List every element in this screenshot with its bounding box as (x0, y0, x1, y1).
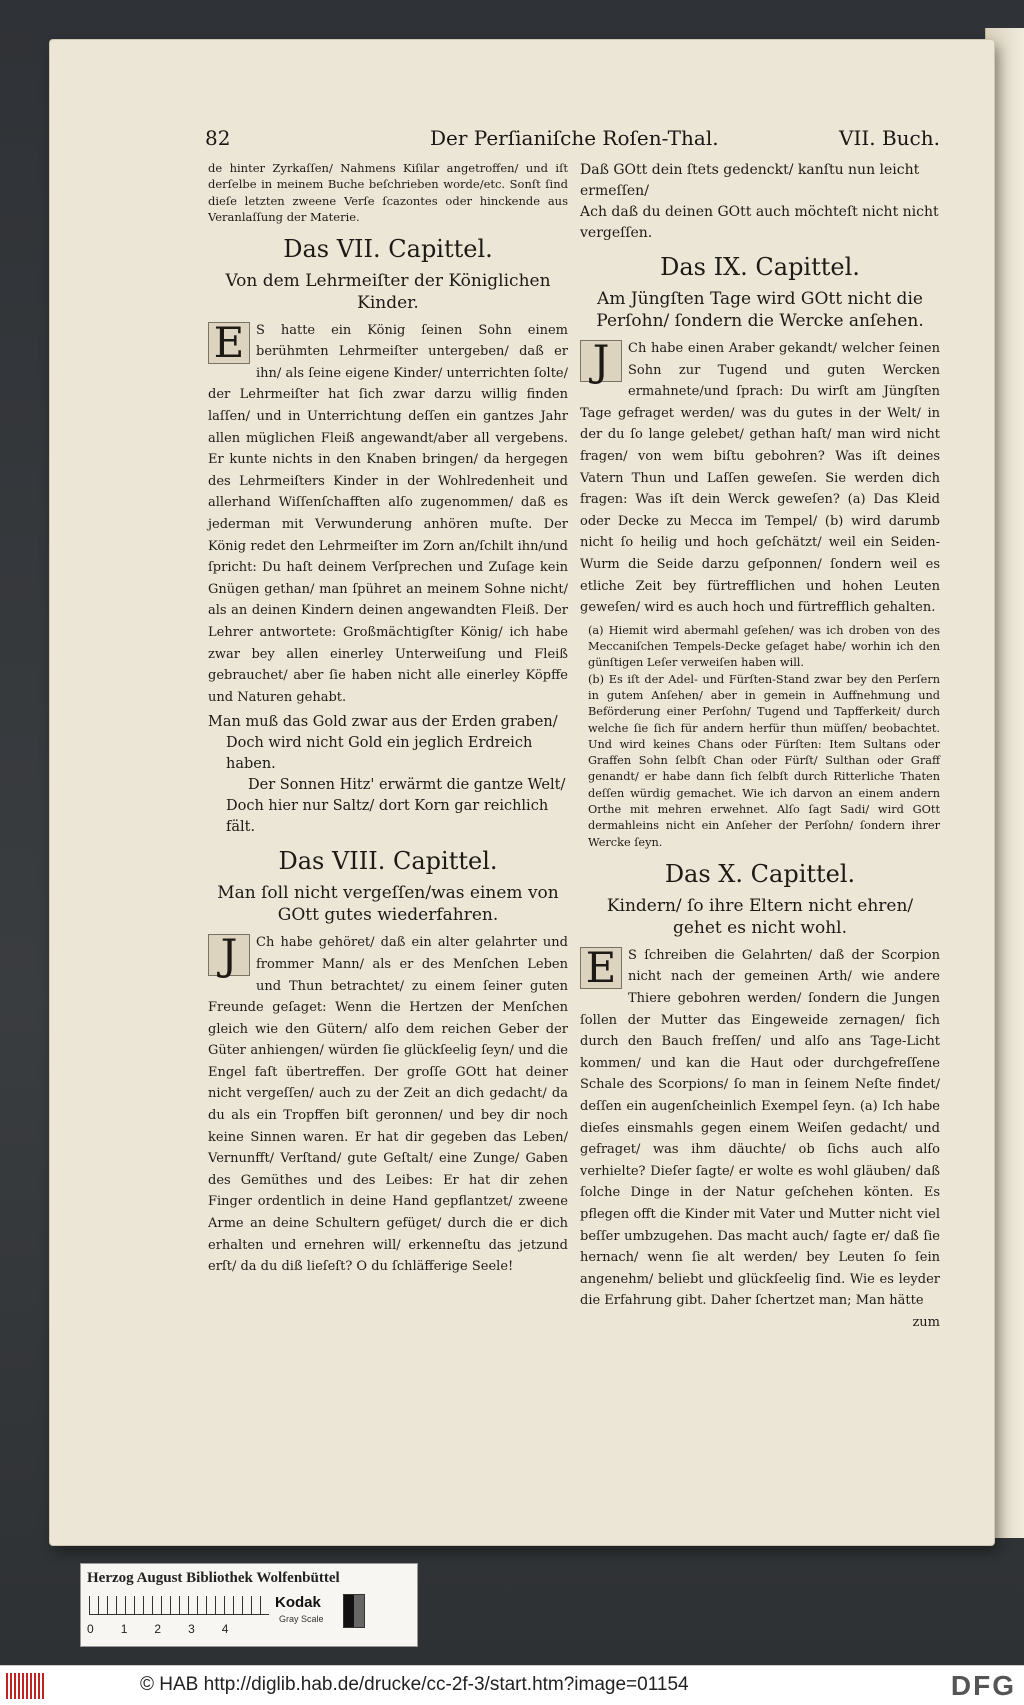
verse-line: Daß GOtt dein ſtets gedenckt/ kanſtu nun leicht ermeſſen/ (580, 162, 920, 199)
ruler-number: 4 (221, 1622, 229, 1636)
running-head (205, 126, 940, 156)
page-number: 82 (205, 126, 231, 150)
intro-paragraph: de hinter Zyrkaſſen/ Nahmens Kiſilar angetroffen/ und iſt derſelbe in meinem Buche beſchrieben worde/etc. Sonſt ſind dieſe letzten zweene Verſe ſcazontes oder hinckende aus Veranlaſſung der Materie. (208, 161, 568, 225)
dfg-logo: DFG (950, 1670, 1016, 1701)
chapter-8-heading: Das VIII. Capittel. (278, 847, 498, 876)
verse-line: Ach daß du deinen GOtt auch möchteſt nicht nicht vergeſſen. (580, 204, 939, 241)
drop-cap-initial: E (208, 322, 250, 364)
viewer-footer (0, 1665, 1024, 1705)
left-column (208, 160, 568, 1278)
kodak-logo: Kodak (275, 1594, 321, 1611)
drop-cap-initial: J (580, 340, 622, 382)
chapter-8-text: Ch habe gehöret/ daß ein alter gelahrter und frommer Mann/ als er des Menſchen Leben und Thun betrachtet/ zu einem ſeiner guten Freunde geſaget: Wenn die Hertzen der Menſchen gleich wie den Gütern/ alſo dem reichen Geber der Güter anhiengen/ würden ſie glückſeelig ſeyn/ und die Engel faſt übertreffen. Der groſſe GOtt hat deiner nicht vergeſſen/ auch zu der Zeit an dich gedacht/ da du als ein Tropffen biſt geronnen/ und bey dir noch keine Sinnen waren. Er hat dir gegeben das Leben/ Vernunfft/ Verſtand/ gute Geſtalt/ eine Zunge/ Gaben des Gemüthes und des Leibes: Er hat dir zehen Finger ordentlich in deine Hand gepflantzet/ zweene Arme an deine Schultern gefüget/ durch die er dich erhalten und ernehren will/ erkenneſtu das jetzund erſt/ da du diß lieſeſt? O du ſchläfferige Seele! (208, 935, 568, 1275)
chapter-10-text: S ſchreiben die Gelahrten/ daß der Scorpion nicht nach der gemeinen Arth/ wie andere Thiere gebohren werden/ ſondern die Jungen ſollen der Mutter das Eingeweide zernagen/ ſich durch den Bauch freſſen/ und alſo ans Tage-Licht kommen/ und kan die Haut oder durchgefreſſene Schale des Scorpions/ ſo man in ſeinem Neſte findet/ deſſen ein augenſcheinlich Exempel ſeyn. (a) Ich habe dieſes einsmahls gegen einem Weiſen gedacht/ und gefraget/ was ihm däuchte/ ob ſichs auch alſo verhielte? Dieſer ſagte/ er wolte es wohl gläuben/ daß ſolche Dinge in der Natur geſchehen könten. Es pflegen offt die Kinder mit Vater und Mutter nicht viel beſſer umbzugehen. Das macht auch/ ſagte er/ daß ſie hernach/ wenn ſie alt werden/ bey Leuten ſo ſein angenehm/ beliebt und glückſeelig ſind. Wie es leyder die Erfahrung gibt. Daher ſchertzet man; Man hätte (580, 947, 940, 1309)
chapter-8-title: Man ſoll nicht vergeſſen/was einem von GOtt gutes wiederfahren. (217, 883, 559, 926)
barcode-icon (6, 1673, 46, 1699)
ruler-number: 0 (87, 1622, 94, 1636)
gray-swatch (343, 1594, 365, 1628)
chapter-10-title: Kindern/ ſo ihre Eltern nicht ehren/ gehet es nicht wohl. (606, 895, 914, 938)
chapter-9-title: Am Jüngſten Tage wird GOtt nicht die Perſohn/ ſondern die Wercke anſehen. (596, 289, 924, 331)
book-label: VII. Buch. (839, 126, 940, 150)
chapter-7-text: S hatte ein König ſeinen Sohn einem berühmten Lehrmeiſter untergeben/ daß er ihn/ als ſeine eigene Kinder/ unterrichten ſolte/ der Lehrmeiſter hat ſich zwar darzu willig finden laſſen/ und in Unterrichtung deſſen ein gantzes Jahr allen müglichen Fleiß angewandt/aber all vergebens. Er kunte nichts in den Knaben bringen/ da hergegen des Lehrmeiſters Kinder in der Wohlredenheit und allerhand Wiſſenſchafften alſo zugenommen/ daß es jederman mit Verwunderung anhören muſte. Der König redet den Lehrmeiſter im Zorn an/ſchilt ihn/und ſpricht: Du haſt deinem Verſprechen und Zuſage kein Gnügen gethan/ man ſpühret an meinem Sohne nicht/ als an deinen Kindern deinen angewandten Fleiß. Der Lehrer antwortete: Großmächtigſter König/ ich habe zwar bey allen einerley Unterweiſung und Fleiß gebrauchet/ aber ſie haben nicht alle einerley Köpffe und Naturen gehabt. (208, 322, 568, 705)
color-scale-label (80, 1563, 418, 1647)
ruler-scale (89, 1596, 269, 1615)
ruler-number: 1 (120, 1622, 128, 1636)
right-column (580, 160, 940, 1334)
ruler-number: 3 (188, 1622, 195, 1636)
catchword: zum (912, 1314, 940, 1330)
chapter-7-title: Von dem Lehrmeiſter der Königlichen Kinder. (225, 270, 551, 313)
verse-line: Der Sonnen Hitz' erwärmt die gantze Welt/ (248, 777, 566, 794)
gray-scale-label: Gray Scale (279, 1614, 324, 1624)
drop-cap-initial: E (580, 947, 622, 989)
ruler-numbers (87, 1622, 287, 1636)
copyright-link[interactable]: © HAB http://diglib.hab.de/drucke/cc-2f-3/start.htm?image=01154 (140, 1674, 689, 1695)
chapter-9-heading: Das IX. Capittel. (660, 253, 860, 281)
footnote-b: (b) Es iſt der Adel- und Fürſten-Stand zwar bey den Perſern in gutem Anſehen/ aber in gemein in Auffnehmung und Beförderung einer Perſohn/ Tugend und Tapfferkeit/ durch welche ſie ſich für andern herfür thun müſſen/ beobachtet. Und wird keines Chans oder Fürſten: Item Sultans oder Graffen Sohn ſelbſt Chan oder Fürſt/ Sulthan oder Graff genandt/ er habe dann ſich ſelbſt durch Ritterliche Thaten deſſen würdig gemachet. Wie ich darvon an einem andern Orthe mit mehren erwehnet. Alſo ſagt Sadi/ wird GOtt dermahleins nicht ein Anſeher der Perſohn/ ſondern ihrer Wercke ſeyn. (588, 672, 940, 849)
verse-line: Man muß das Gold zwar aus der Erden graben/ (208, 714, 558, 731)
drop-cap-initial: J (208, 934, 250, 976)
verse-line: Doch hier nur Saltz/ dort Korn gar reichlich fält. (226, 798, 549, 836)
chapter-7-heading: Das VII. Capittel. (283, 234, 493, 263)
chapter-9-text: Ch habe einen Araber gekandt/ welcher ſeinen Sohn zur Tugend und guten Wercken ermahnete/und ſprach: Du wirſt am Jüngſten Tage gefraget werden/ was du gutes in der Welt/ in der du ſo lange gelebet/ gethan haſt/ man wird nicht fragen/ von wem biſtu gebohren? Was iſt deines Vatern Thun und Laſſen geweſen. Sie werden dich fragen: Was iſt dein Werck geweſen? (a) Das Kleid oder Decke zu Mecca im Tempel/ (b) wird darumb nicht ſo heilig und hoch geſchätzt/ weil ein Seiden-Wurm die Seide darzu geſponnen/ ſondern weil es etliche Zeit bey fürtrefflichen und hohen Leuten geweſen/ wird es auch hoch und fürtrefflich gehalten. (580, 341, 940, 616)
ruler-number: 2 (154, 1622, 162, 1636)
chapter-10-heading: Das X. Capittel. (664, 859, 856, 888)
footnote-a: (a) Hiemit wird abermahl geſehen/ was ich droben von des Meccaniſchen Tempels-Decke geſaget habe/ worhin ich den günſtigen Leſer verweiſen haben will. (588, 623, 940, 670)
verse-line: Doch wird nicht Gold ein jeglich Erdreich haben. (226, 735, 533, 773)
library-name: Herzog August Bibliothek Wolfenbüttel (87, 1570, 340, 1586)
running-title: Der Perſianiſche Roſen-Thal. (430, 126, 719, 150)
